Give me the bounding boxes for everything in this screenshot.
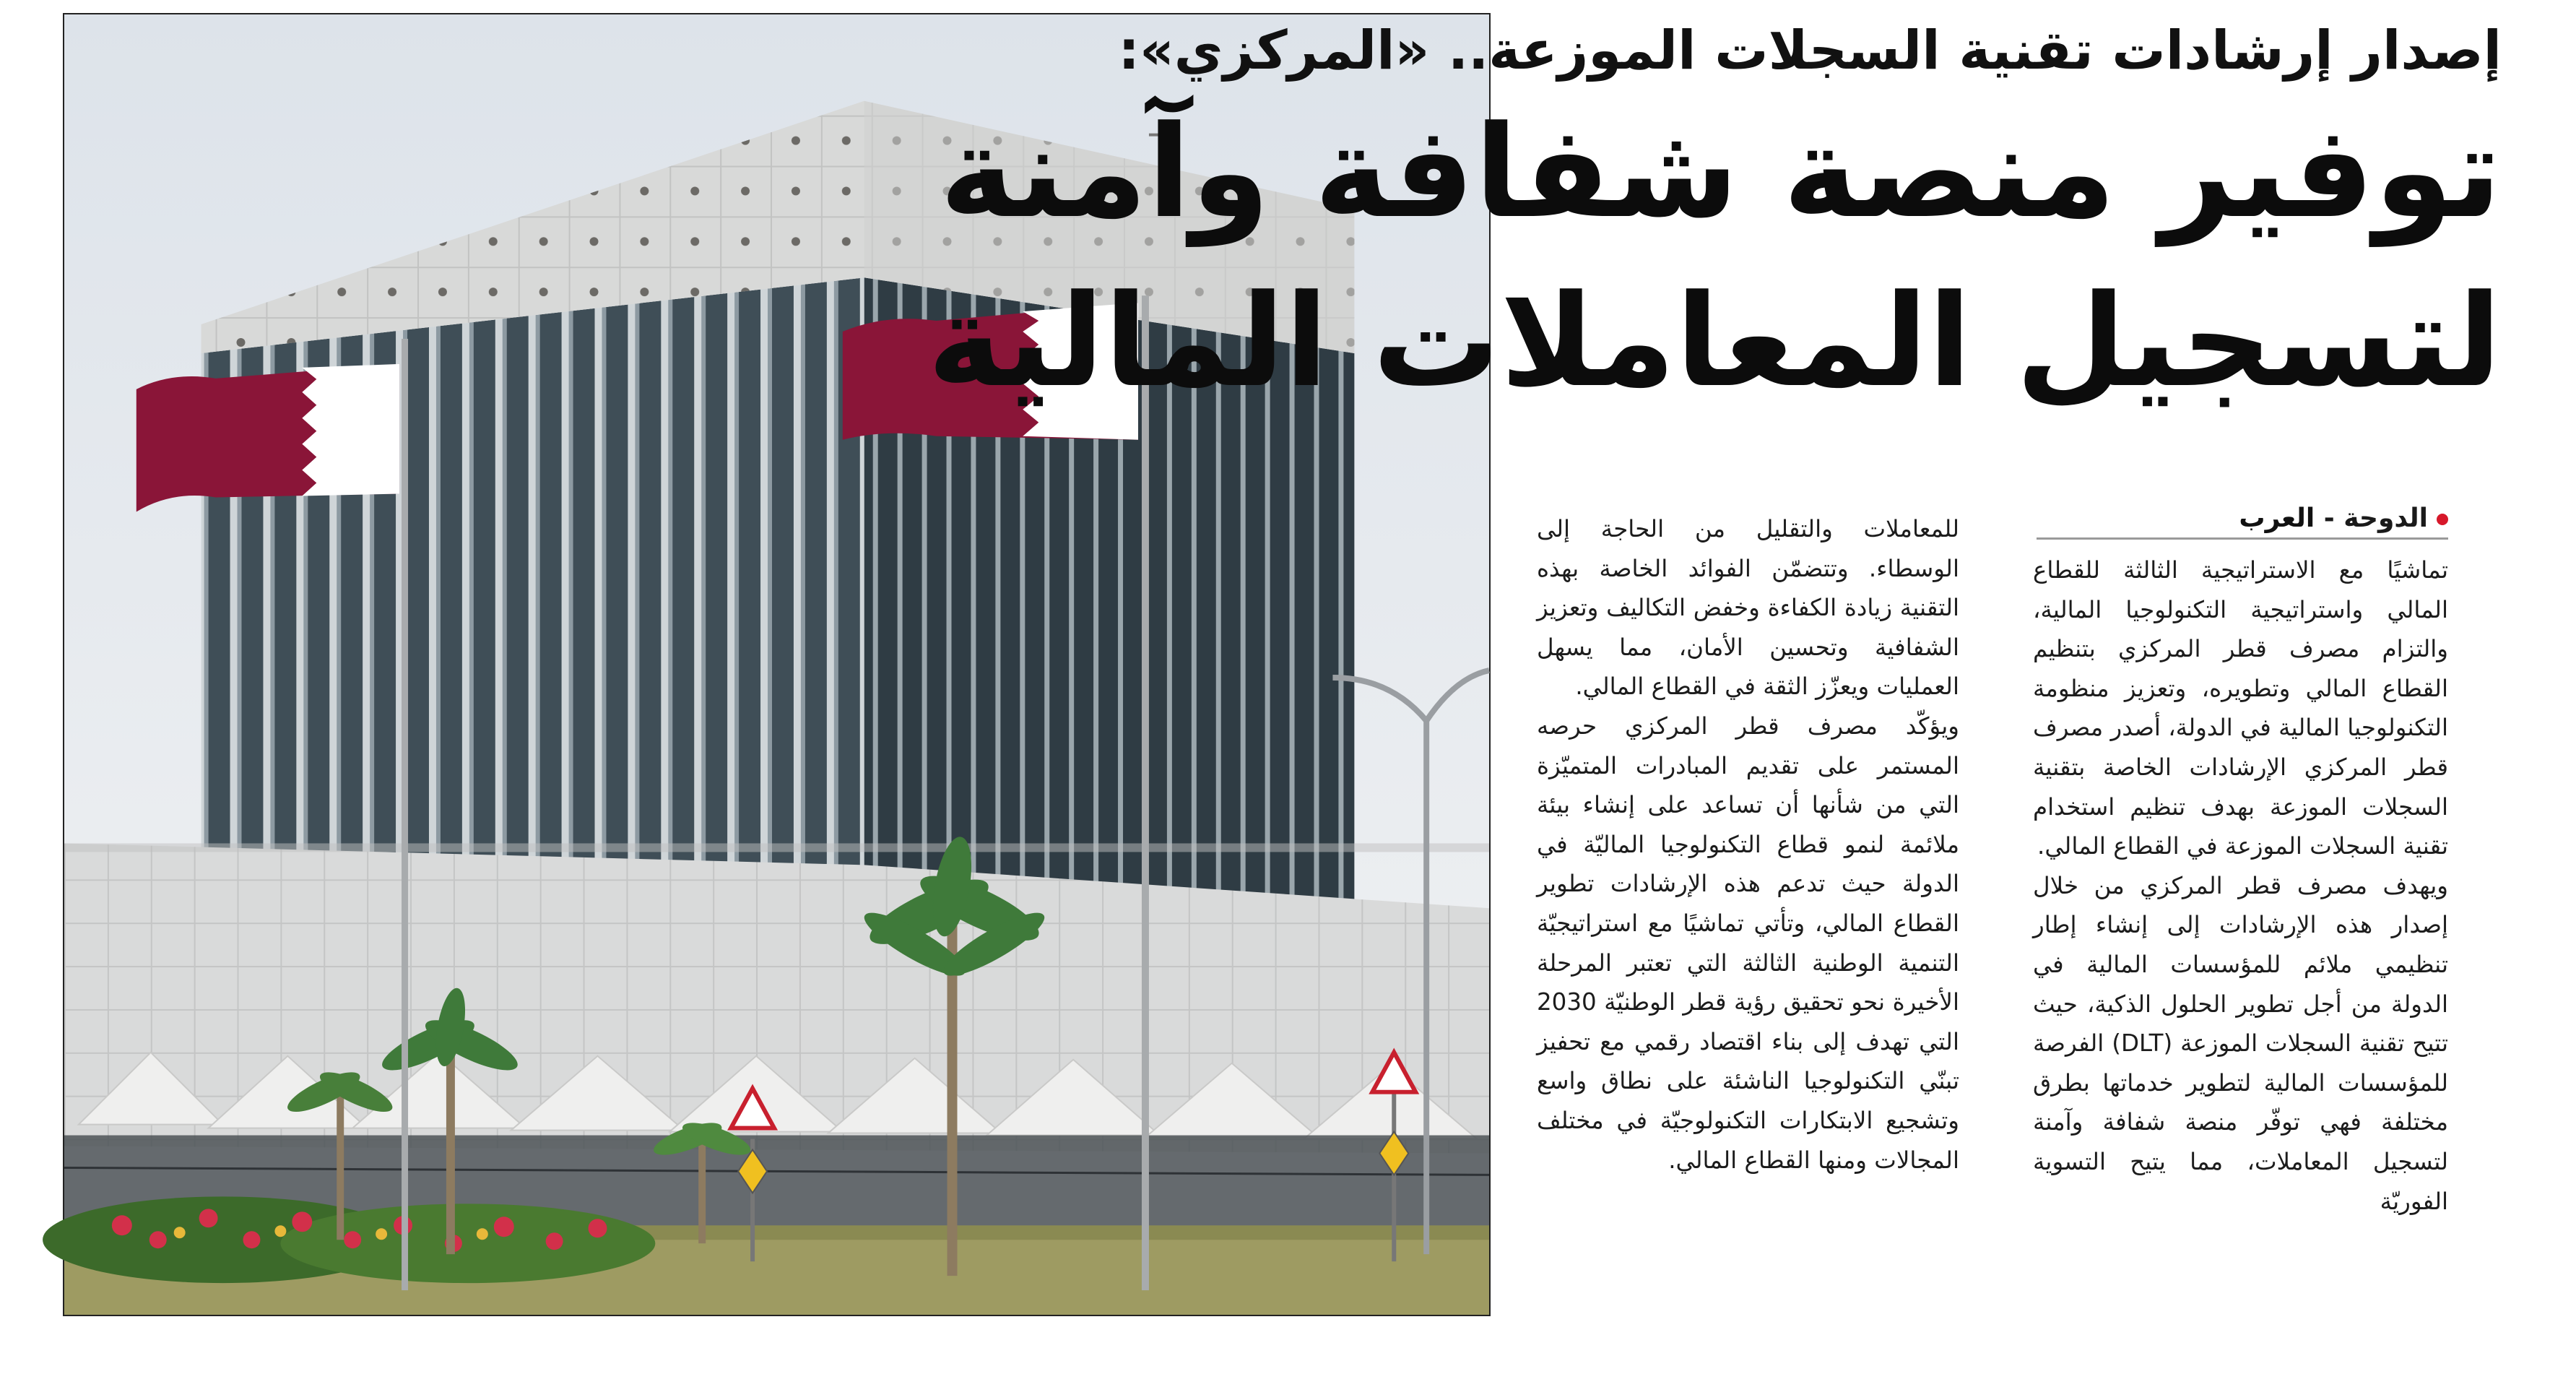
qatar-flag-left	[136, 364, 399, 512]
headline-line-2: لتسجيل المعاملات المالية	[927, 267, 2502, 415]
byline-brand: العرب	[2239, 504, 2315, 533]
headline-line-1: توفير منصة شفافة وآمنة	[940, 98, 2502, 246]
paragraph: ويؤكّد مصرف قطر المركزي حرصه المستمر على تقديم المبادرات المتميّزة التي من شأنها أن تساعد على إنشاء بيئة ملائمة لنمو قطاع التكنولوجيا الماليّة في الدولة حيث تدعم هذه الإرشادات تطوير القطاع المالي، وتأتي تماشيًا مع استراتيجيّة التنمية الوطنية الثالثة التي تعتبر المرحلة الأخيرة نحو تحقيق رؤية قطر الوطنيّة 2030 التي تهدف إلى بناء اقتصاد رقمي مع تحفيز تبنّي التكنولوجيا الناشئة على نطاق واسع وتشجيع الابتكارات التكنولوجيّة في مختلف المجالات ومنها القطاع المالي.	[1537, 712, 1959, 1174]
byline-city: الدوحة -	[2323, 504, 2428, 533]
paragraph: تماشيًا مع الاستراتيجية الثالثة للقطاع المالي واستراتيجية التكنولوجيا المالية، والتزام مصرف قطر المركزي بتنظيم القطاع المالي وتطويره، وتعزيز منظومة التكنولوجيا المالية في الدولة، أصدر مصرف قطر المركزي الإرشادات الخاصة بتقنية السجلات الموزعة بهدف تنظيم استخدام تقنية السجلات الموزعة في القطاع المالي.	[2033, 556, 2448, 860]
paragraph: للمعاملات والتقليل من الحاجة إلى الوسطاء. وتتضمّن الفوائد الخاصة بهذه التقنية زيادة الكفاءة وخفض التكاليف وتعزيز الشفافية وتحسين الأمان، مما يسهل العمليات ويعزّز الثقة في القطاع المالي.	[1537, 515, 1959, 701]
article-column-left	[1537, 509, 1959, 1340]
article-column-right	[2033, 550, 2448, 1338]
byline-dot-icon	[2437, 514, 2448, 525]
headline-block	[927, 14, 2502, 426]
article-kicker: إصدار إرشادات تقنية السجلات الموزعة.. «المركزي»:	[1118, 20, 2502, 82]
paragraph: ويهدف مصرف قطر المركزي من خلال إصدار هذه الإرشادات إلى إنشاء إطار تنظيمي ملائم للمؤسسات المالية في الدولة من أجل تطوير الحلول الذكية، حيث تتيح تقنية السجلات الموزعة (DLT) الفرصة للمؤسسات المالية لتطوير خدماتها بطرق مختلفة فهي توفّر منصة شفافة وآمنة لتسجيل المعاملات، مما يتيح التسوية الفوريّة	[2033, 871, 2448, 1215]
byline	[2037, 500, 2448, 540]
